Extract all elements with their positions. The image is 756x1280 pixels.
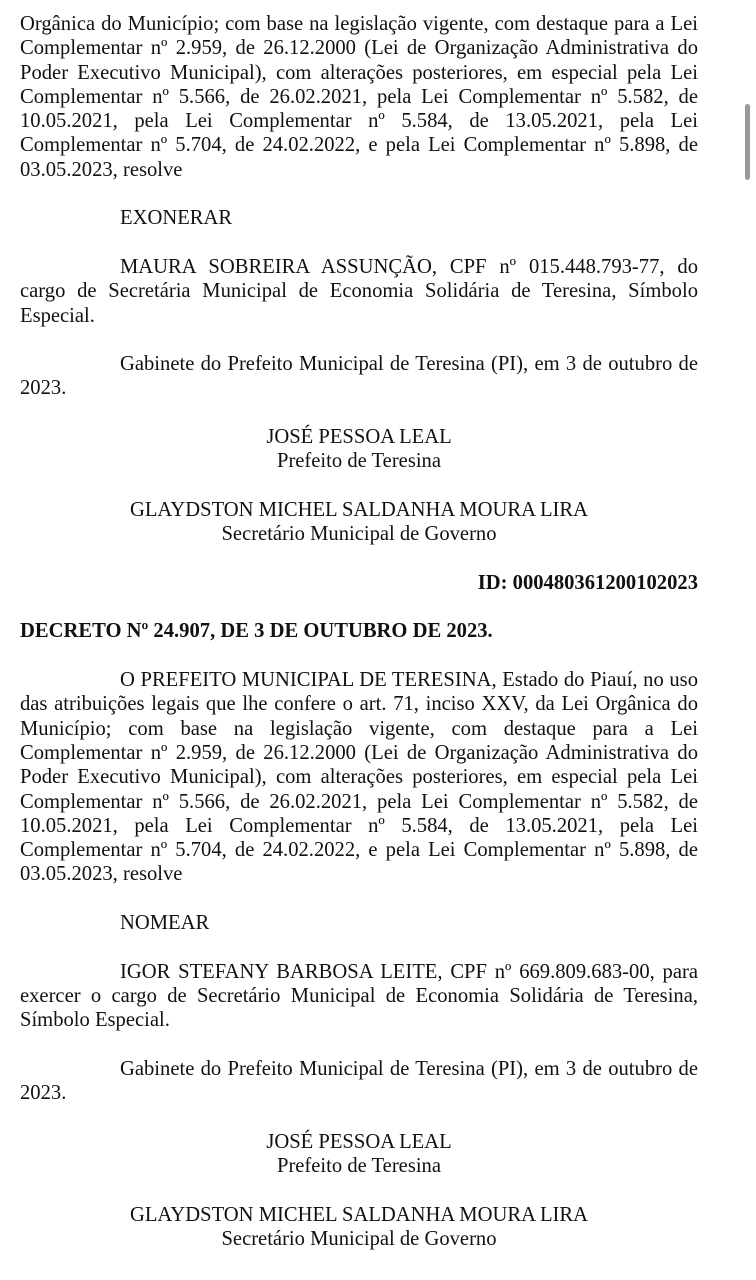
- decree-title: DECRETO Nº 24.907, DE 3 DE OUTUBRO DE 2023.: [20, 620, 493, 643]
- signatory-name: GLAYDSTON MICHEL SALDANHA MOURA LIRA: [129, 498, 589, 521]
- document-page: [20, 12, 698, 1251]
- vertical-scrollbar[interactable]: [745, 104, 750, 180]
- signature-block-mayor-1: [20, 425, 698, 474]
- signature-block-mayor-2: [20, 1130, 698, 1179]
- intro-continuation-paragraph: Orgânica do Município; com base na legislação vigente, com destaque para a Lei Complementar nº 2.959, de 26.12.2000 (Lei de Organização Administrativa do Poder Executivo Municipal), com alterações posteriores, em especial pela Lei Complementar nº 5.566, de 26.02.2021, pela Lei Complementar nº 5.582, de 10.05.2021, pela Lei Complementar nº 5.584, de 13.05.2021, pela Lei Complementar nº 5.704, de 24.02.2022, e pela Lei Complementar nº 5.898, de 03.05.2023, resolve: [20, 13, 698, 181]
- exoneration-body-paragraph: MAURA SOBREIRA ASSUNÇÃO, CPF nº 015.448.793-77, do cargo de Secretária Municipal de Economia Solidária de Teresina, Símbolo Especial.: [20, 255, 698, 327]
- closing-paragraph-1: Gabinete do Prefeito Municipal de Teresina (PI), em 3 de outubro de 2023.: [20, 353, 698, 400]
- action-nomear: NOMEAR: [120, 911, 210, 934]
- signatory-name: JOSÉ PESSOA LEAL: [266, 426, 452, 449]
- document-id: ID: 000480361200102023: [477, 571, 698, 594]
- signatory-title: Prefeito de Teresina: [276, 1154, 441, 1177]
- signatory-title: Prefeito de Teresina: [276, 450, 441, 473]
- signatory-title: Secretário Municipal de Governo: [221, 1227, 497, 1250]
- closing-paragraph-2: Gabinete do Prefeito Municipal de Teresina (PI), em 3 de outubro de 2023.: [20, 1057, 698, 1105]
- signatory-title: Secretário Municipal de Governo: [221, 523, 497, 546]
- signature-block-secretary-2: [20, 1203, 698, 1252]
- action-exonerar: EXONERAR: [120, 207, 233, 230]
- signatory-name: JOSÉ PESSOA LEAL: [266, 1130, 452, 1153]
- decree-intro-paragraph: O PREFEITO MUNICIPAL DE TERESINA, Estado do Piauí, no uso das atribuições legais que lhe confere o art. 71, inciso XXV, da Lei Orgânica do Município; com base na legislação vigente, com destaque para a Lei Complementar nº 2.959, de 26.12.2000 (Lei de Organização Administrativa do Poder Executivo Municipal), com alterações posteriores, em especial pela Lei Complementar nº 5.566, de 26.02.2021, pela Lei Complementar nº 5.582, de 10.05.2021, pela Lei Complementar nº 5.584, de 13.05.2021, pela Lei Complementar nº 5.704, de 24.02.2022, e pela Lei Complementar nº 5.898, de 03.05.2023, resolve: [20, 669, 698, 886]
- signature-block-secretary-1: [20, 498, 698, 547]
- signatory-name: GLAYDSTON MICHEL SALDANHA MOURA LIRA: [129, 1203, 589, 1226]
- appointment-body-paragraph: IGOR STEFANY BARBOSA LEITE, CPF nº 669.809.683-00, para exercer o cargo de Secretário Municipal de Economia Solidária de Teresina, Símbolo Especial.: [20, 960, 698, 1032]
